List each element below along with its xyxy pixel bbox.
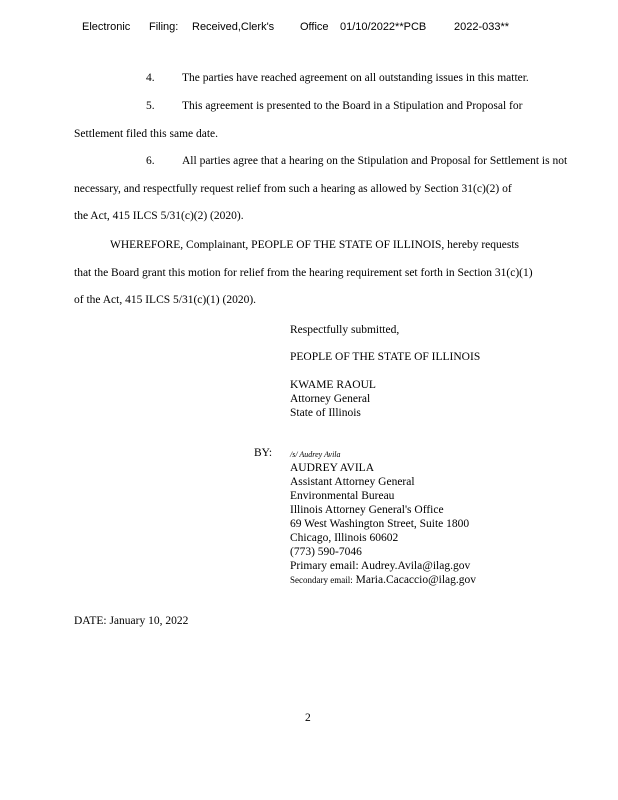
phone-number: (773) 590-7046	[290, 546, 362, 558]
page-number: 2	[305, 712, 311, 724]
street-address: 69 West Washington Street, Suite 1800	[290, 518, 470, 530]
wherefore-line-1: WHEREFORE, Complainant, PEOPLE OF THE STATE OF ILLINOIS, hereby requests	[110, 239, 519, 251]
paragraph-6-number: 6.	[146, 155, 155, 167]
wherefore-line-3: of the Act, 415 ILCS 5/31(c)(1) (2020).	[74, 294, 257, 306]
office-name: Illinois Attorney General's Office	[290, 504, 444, 516]
attorney-general-name: KWAME RAOUL	[290, 379, 376, 391]
primary-email-label: Primary email:	[290, 560, 359, 572]
date-line: DATE: January 10, 2022	[74, 615, 189, 627]
header-office: Office	[300, 21, 329, 33]
paragraph-5-number: 5.	[146, 100, 155, 112]
secondary-email-label: Secondary email:	[290, 575, 353, 585]
paragraph-4-number: 4.	[146, 72, 155, 84]
party-name: PEOPLE OF THE STATE OF ILLINOIS	[290, 351, 481, 363]
header-filing: Filing:	[149, 21, 179, 33]
bureau-name: Environmental Bureau	[290, 490, 395, 502]
header-received: Received,Clerk's	[192, 21, 275, 33]
electronic-signature: /s/ Audrey Avila	[290, 450, 341, 459]
primary-email-link[interactable]: Audrey.Avila@ilag.gov	[360, 560, 471, 572]
primary-email-line	[290, 559, 476, 573]
paragraph-6	[74, 148, 594, 231]
signer-name: AUDREY AVILA	[290, 462, 375, 474]
respectfully-submitted: Respectfully submitted,	[290, 324, 400, 336]
header-case-number: 2022-033**	[454, 21, 510, 33]
paragraph-4	[74, 65, 594, 93]
city-state-zip: Chicago, Illinois 60602	[290, 532, 399, 544]
state-label: State of Illinois	[290, 407, 361, 419]
signer-title: Assistant Attorney General	[290, 476, 415, 488]
by-label: BY:	[254, 447, 273, 459]
paragraph-5	[74, 93, 594, 148]
wherefore-line-2: that the Board grant this motion for relief from the hearing requirement set forth in Section 31(c)(1)	[74, 266, 533, 279]
paragraph-6-line-3: the Act, 415 ILCS 5/31(c)(2) (2020).	[74, 210, 244, 222]
paragraph-5-line-2: Settlement filed this same date.	[74, 127, 219, 140]
secondary-email-link[interactable]: Maria.Cacaccio@ilag.gov	[355, 574, 477, 586]
secondary-email-line	[290, 573, 476, 587]
paragraph-6-line-1: All parties agree that a hearing on the Stipulation and Proposal for Settlement is not	[182, 155, 568, 167]
paragraph-5-line-1: This agreement is presented to the Board in a Stipulation and Proposal for	[182, 100, 523, 112]
wherefore-paragraph	[74, 232, 594, 315]
signer-block	[290, 461, 476, 587]
attorney-general-block	[290, 378, 376, 420]
paragraph-6-line-2: necessary, and respectfully request relief from such a hearing as allowed by Section 31(c)(2) of	[74, 182, 512, 195]
paragraph-4-text: The parties have reached agreement on all outstanding issues in this matter.	[182, 72, 529, 84]
attorney-general-title: Attorney General	[290, 393, 371, 405]
header-date-pcb: 01/10/2022**PCB	[340, 21, 427, 33]
header-electronic: Electronic	[82, 21, 131, 33]
